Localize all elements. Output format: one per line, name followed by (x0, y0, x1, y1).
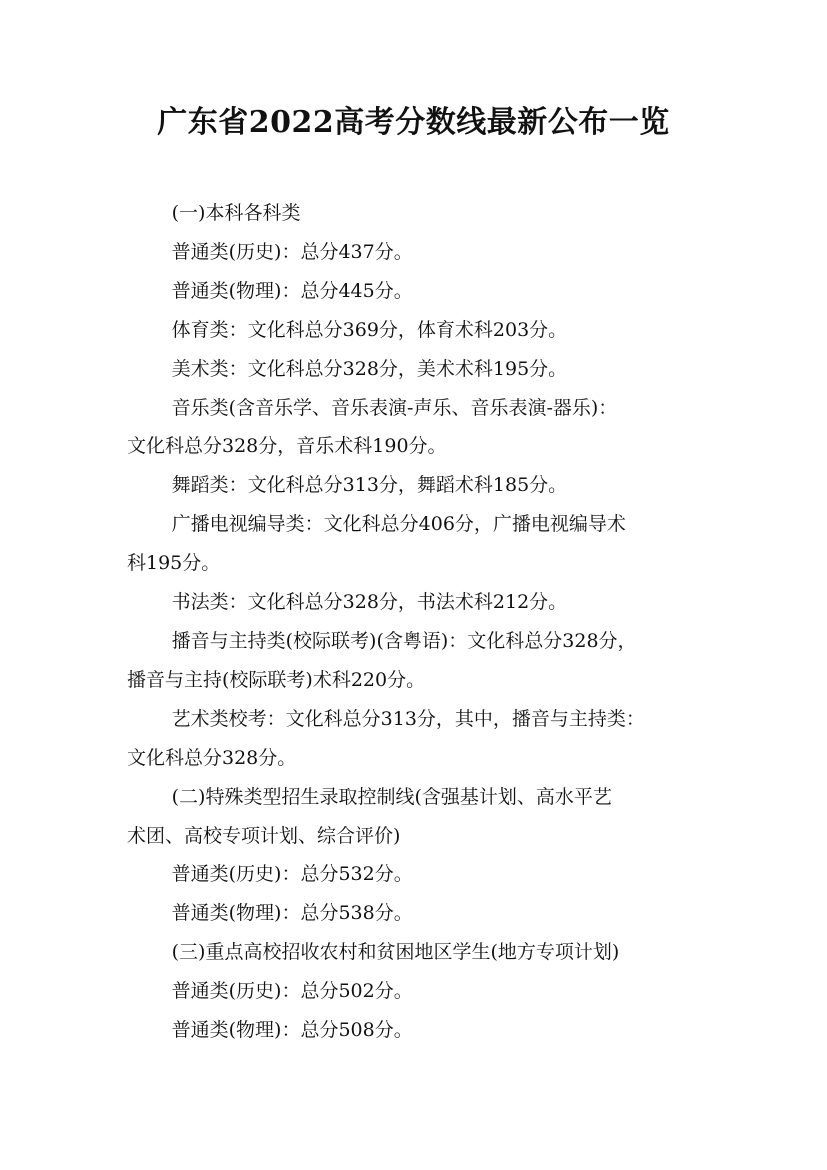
score-line-art-school-exam-cont: 文化科总分328分。 (127, 746, 297, 769)
score-line-broadcast-directing: 广播电视编导类：文化科总分406分，广播电视编导术 (171, 513, 626, 536)
score-line-rural-history: 普通类(历史)：总分502分。 (171, 980, 413, 1003)
score-line-general-physics: 普通类(物理)：总分445分。 (171, 279, 413, 302)
score-line-announcing-hosting-cont: 播音与主持(校际联考)术科220分。 (127, 668, 426, 691)
section-heading-rural-plan: (三)重点高校招收农村和贫困地区学生(地方专项计划) (171, 941, 620, 964)
section-heading-special-types: (二)特殊类型招生录取控制线(含强基计划、高水平艺 (171, 785, 612, 808)
score-line-rural-physics: 普通类(物理)：总分508分。 (171, 1019, 413, 1042)
section-heading-special-types-cont: 术团、高校专项计划、综合评价) (127, 824, 401, 847)
score-line-special-physics: 普通类(物理)：总分538分。 (171, 902, 413, 925)
score-line-music-cont: 文化科总分328分，音乐术科190分。 (127, 435, 447, 458)
document-body (127, 194, 717, 1050)
score-line-dance: 舞蹈类：文化科总分313分，舞蹈术科185分。 (171, 474, 568, 497)
section-heading-undergraduate: (一)本科各科类 (171, 202, 301, 224)
score-line-general-history: 普通类(历史)：总分437分。 (171, 240, 413, 263)
document-title: 广东省2022高考分数线最新公布一览 (157, 105, 670, 140)
score-line-art-school-exam: 艺术类校考：文化科总分313分，其中，播音与主持类： (171, 707, 645, 730)
score-line-calligraphy: 书法类：文化科总分328分，书法术科212分。 (171, 591, 568, 614)
score-line-sports: 体育类：文化科总分369分，体育术科203分。 (171, 318, 568, 341)
score-line-fine-arts: 美术类：文化科总分328分，美术术科195分。 (171, 357, 568, 380)
score-line-special-history: 普通类(历史)：总分532分。 (171, 863, 413, 886)
score-line-announcing-hosting: 播音与主持类(校际联考)(含粤语)：文化科总分328分， (171, 629, 637, 652)
score-line-broadcast-directing-cont: 科195分。 (127, 552, 221, 575)
score-line-music: 音乐类(含音乐学、音乐表演-声乐、音乐表演-器乐)： (171, 396, 618, 419)
